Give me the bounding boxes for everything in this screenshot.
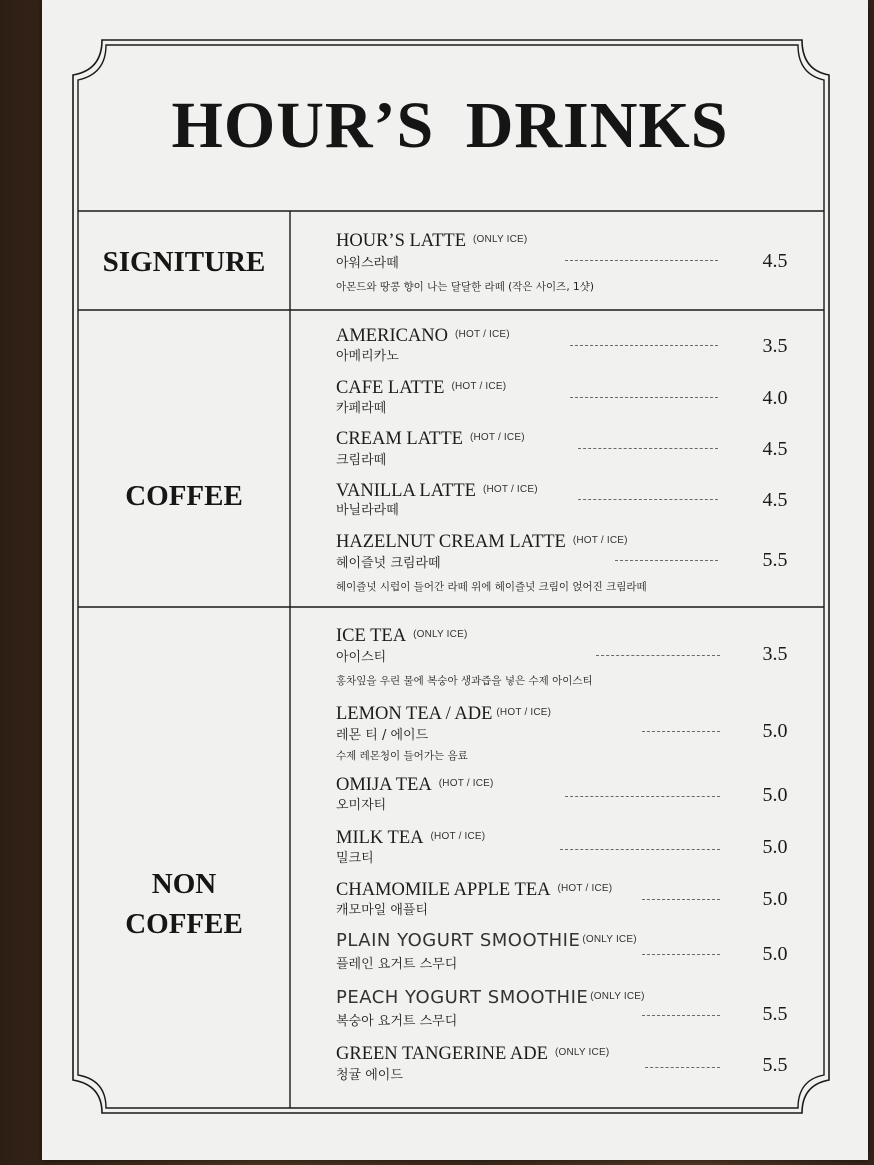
item-name: HOUR’S LATTE [336, 231, 467, 251]
item-tag: (HOT / ICE) [469, 432, 525, 443]
item-tag: (HOT / ICE) [482, 484, 538, 495]
item-name: HAZELNUT CREAM LATTE [336, 532, 566, 552]
item-tag: (HOT / ICE) [455, 329, 510, 340]
dotted-leader [642, 1015, 720, 1016]
dotted-leader [642, 899, 720, 900]
dotted-leader [565, 796, 720, 797]
item-name: CHAMOMILE APPLE TEA [336, 880, 551, 900]
item-tag: (ONLY ICE) [473, 234, 528, 245]
item-name: MILK TEA [336, 828, 424, 848]
section-label-non-coffee-line2: COFFEE [125, 908, 243, 940]
dotted-leader [615, 560, 718, 561]
item-description: 아몬드와 땅콩 향이 나는 달달한 라떼 (작은 사이즈, 1샷) [336, 281, 594, 293]
item-price: 4.0 [762, 387, 788, 409]
item-tag: (ONLY ICE) [582, 934, 637, 945]
dotted-leader [560, 849, 720, 850]
item-name: CREAM LATTE [336, 429, 463, 449]
dotted-leader [578, 499, 718, 500]
item-name: CAFE LATTE [336, 378, 445, 398]
item-korean-name: 플레인 요거트 스무디 [336, 957, 458, 972]
item-tag: (HOT / ICE) [572, 535, 628, 546]
item-korean-name: 크림라떼 [336, 453, 387, 468]
item-tag: (ONLY ICE) [590, 991, 645, 1002]
item-tag: (HOT / ICE) [451, 381, 507, 392]
section-label-non-coffee-line1: NON [151, 868, 217, 900]
item-name: PLAIN YOGURT SMOOTHIE [336, 930, 581, 951]
item-price: 5.5 [762, 549, 788, 571]
item-price: 5.0 [762, 784, 788, 806]
item-price: 5.0 [762, 720, 788, 742]
item-description: 헤이즐넛 시럽이 들어간 라떼 위에 헤이즐넛 크림이 얹어진 크림라떼 [336, 581, 647, 593]
dotted-leader [570, 345, 718, 346]
item-tag: (HOT / ICE) [496, 707, 552, 718]
item-korean-name: 아이스티 [336, 650, 387, 665]
item-korean-name: 복숭아 요거트 스무디 [336, 1014, 458, 1029]
dotted-leader [645, 1067, 720, 1068]
item-name: PEACH YOGURT SMOOTHIE [336, 987, 589, 1008]
dotted-leader [565, 260, 718, 261]
item-korean-name: 아메리카노 [336, 349, 399, 364]
item-price: 5.0 [762, 943, 788, 965]
item-korean-name: 카페라떼 [336, 401, 387, 416]
item-price: 5.0 [762, 888, 788, 910]
dotted-leader [642, 731, 720, 732]
item-name: ICE TEA [336, 626, 407, 646]
dotted-leader [596, 655, 720, 656]
section-label-coffee: COFFEE [125, 480, 243, 512]
item-price: 5.0 [762, 836, 788, 858]
dotted-leader [570, 397, 718, 398]
item-name: AMERICANO [336, 326, 449, 346]
item-korean-name: 레몬 티 / 에이드 [336, 728, 429, 743]
item-price: 5.5 [762, 1054, 788, 1076]
item-korean-name: 오미자티 [336, 798, 387, 813]
dotted-leader [642, 954, 720, 955]
section-label-signature: SIGNITURE [102, 246, 266, 278]
item-name: LEMON TEA / ADE [336, 704, 493, 724]
menu-title: HOUR’S DRINKS [171, 89, 729, 162]
item-price: 3.5 [762, 335, 788, 357]
item-korean-name: 바닐라라떼 [336, 503, 399, 518]
item-korean-name: 헤이즐넛 크림라떼 [336, 556, 441, 571]
item-price: 4.5 [762, 438, 788, 460]
item-price: 5.5 [762, 1003, 788, 1025]
item-price: 3.5 [762, 643, 788, 665]
item-tag: (HOT / ICE) [557, 883, 613, 894]
item-price: 4.5 [762, 489, 788, 511]
item-korean-name: 청귤 에이드 [336, 1068, 403, 1083]
item-description: 수제 레몬청이 들어가는 음료 [336, 750, 468, 762]
item-tag: (ONLY ICE) [413, 629, 468, 640]
item-korean-name: 캐모마일 애플티 [336, 903, 429, 918]
item-tag: (HOT / ICE) [438, 778, 494, 789]
item-description: 홍차잎을 우린 물에 복숭아 생과즙을 넣은 수제 아이스티 [336, 675, 593, 687]
item-korean-name: 밀크티 [336, 851, 374, 866]
item-korean-name: 아워스라떼 [336, 256, 399, 271]
dotted-leader [578, 448, 718, 449]
item-tag: (ONLY ICE) [554, 1047, 610, 1058]
item-name: VANILLA LATTE [336, 481, 476, 501]
item-name: OMIJA TEA [336, 775, 432, 795]
item-name: GREEN TANGERINE ADE [336, 1044, 548, 1064]
item-tag: (HOT / ICE) [430, 831, 486, 842]
item-price: 4.5 [762, 250, 788, 272]
